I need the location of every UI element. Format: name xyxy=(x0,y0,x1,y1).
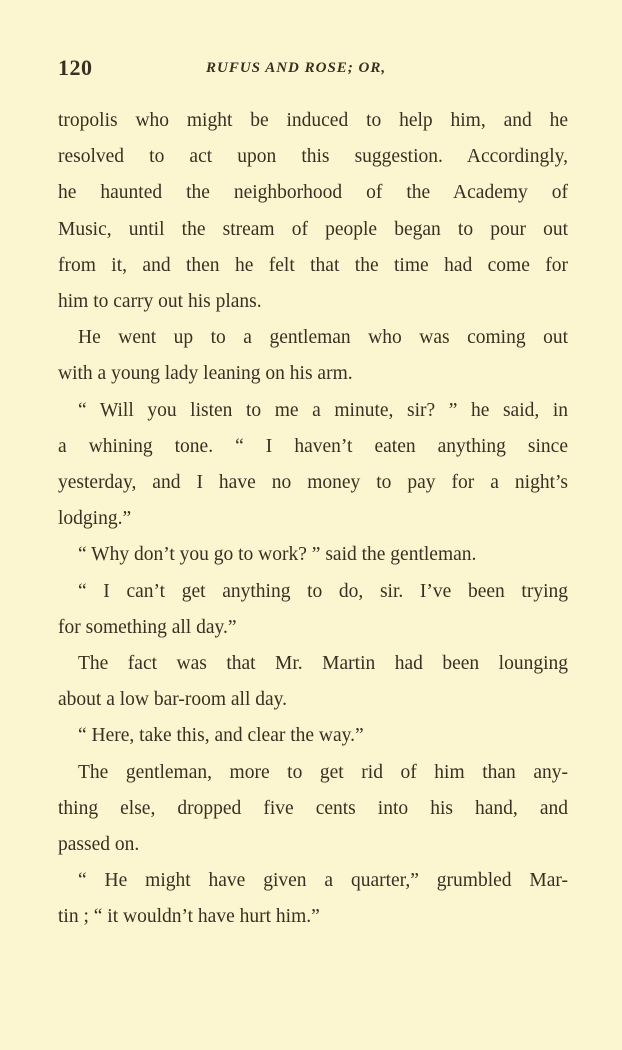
text-line: “ He might have given a quarter,” grumbled Mar- xyxy=(78,870,568,892)
text-line: from it, and then he felt that the time had come for xyxy=(58,254,568,276)
text-line: resolved to act upon this suggestion. Accordingly, xyxy=(58,146,568,168)
text-line: tropolis who might be induced to help him, and he xyxy=(58,110,568,131)
text-line: “ Will you listen to me a minute, sir? ” he said, in xyxy=(78,399,568,421)
text-line: with a young lady leaning on his arm. xyxy=(58,363,353,385)
page-number: 120 xyxy=(58,55,93,80)
text-line: yesterday, and I have no money to pay for a night’s xyxy=(58,472,568,494)
text-line: “ Why don’t you go to work? ” said the gentleman. xyxy=(78,544,477,566)
text-line: passed on. xyxy=(58,834,140,856)
text-line: he haunted the neighborhood of the Academy of xyxy=(58,182,568,204)
text-line: The fact was that Mr. Martin had been lounging xyxy=(78,653,568,675)
text-line: a whining tone. “ I haven’t eaten anything since xyxy=(58,435,568,457)
text-line: “ Here, take this, and clear the way.” xyxy=(78,725,364,747)
text-line: lodging.” xyxy=(58,508,132,530)
text-line: The gentleman, more to get rid of him than any- xyxy=(78,761,568,783)
text-line: him to carry out his plans. xyxy=(58,291,262,313)
body-text xyxy=(58,103,568,936)
text-line: Music, until the stream of people began to pour out xyxy=(58,218,568,240)
page-header xyxy=(58,55,568,85)
text-line: thing else, dropped five cents into his hand, and xyxy=(58,797,568,819)
running-title: RUFUS AND ROSE; OR, xyxy=(206,60,387,76)
text-line: “ I can’t get anything to do, sir. I’ve been trying xyxy=(78,580,568,602)
text-line: for something all day.” xyxy=(58,616,237,638)
text-line: He went up to a gentleman who was coming out xyxy=(78,327,568,349)
text-line: tin ; “ it wouldn’t have hurt him.” xyxy=(58,906,320,928)
text-line: about a low bar-room all day. xyxy=(58,689,288,711)
